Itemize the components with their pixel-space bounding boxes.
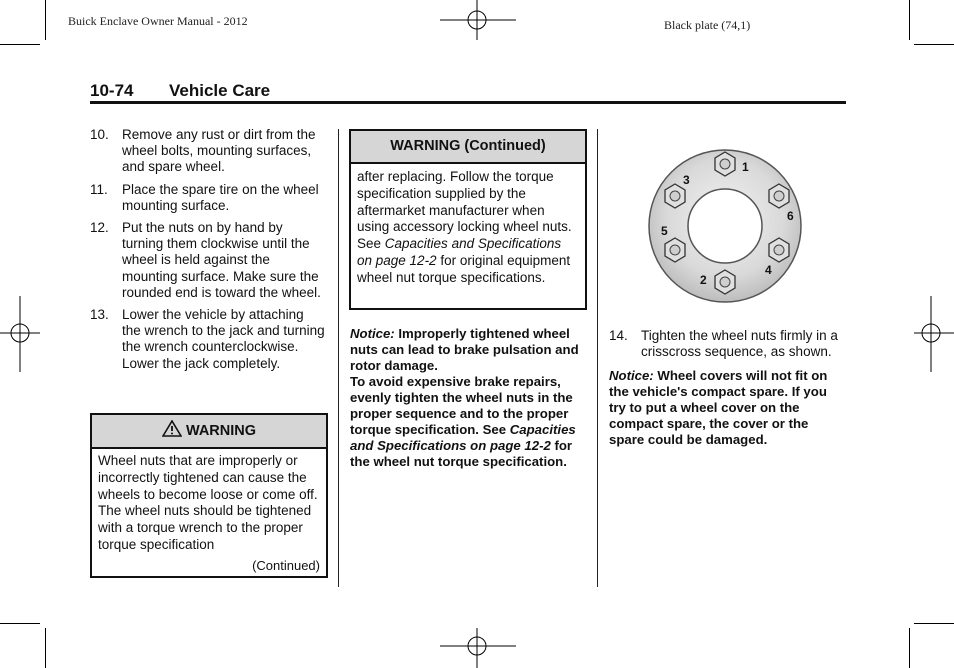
registration-mark-right [914, 296, 954, 372]
step-number: 12. [90, 220, 109, 236]
notice-brake-first [350, 326, 588, 374]
nut-2 [715, 270, 735, 294]
capacities-reference: Capacities and Specifications on page 12-2 [357, 236, 562, 268]
step-list [90, 127, 326, 372]
list-item [90, 307, 326, 372]
page-number: 10-74 [90, 81, 134, 100]
continued-note: (Continued) [252, 558, 320, 573]
warning-continued-box [349, 129, 587, 310]
nut-5 [665, 238, 685, 262]
column-1 [90, 127, 326, 378]
step-text: Put the nuts on by hand by turning them clockwise until the wheel is held against the mounting surface. Make sure the rounded end is toward the wheel. [122, 220, 321, 300]
notice-brake-second [350, 374, 588, 470]
step-text: Place the spare tire on the wheel mounting surface. [122, 181, 319, 213]
list-item [90, 220, 326, 301]
notice-label: Notice: [609, 368, 654, 384]
step-number: 13. [90, 307, 109, 323]
warning-triangle-icon [162, 420, 182, 437]
wheel-nut-sequence-diagram [636, 140, 816, 320]
step-text: Remove any rust or dirt from the wheel bolts, mounting surfaces, and spare wheel. [122, 127, 316, 175]
nut-label-2: 2 [700, 273, 707, 287]
section-title: Vehicle Care [169, 81, 271, 100]
step-list [609, 328, 843, 360]
column-divider-1 [338, 129, 339, 587]
heading-rule [90, 101, 846, 104]
warning-header [92, 415, 326, 449]
nut-6 [769, 184, 789, 208]
nut-label-5: 5 [661, 224, 668, 238]
registration-mark-left [0, 296, 40, 372]
warning-continued-text: after replacing. Follow the torque specification supplied by the aftermarket manufacturer when using accessory locking wheel nuts. See [357, 169, 572, 252]
warning-continued-text-end: for original equipment wheel nut torque specifications. [357, 252, 571, 285]
warning-continued-header: WARNING (Continued) [351, 131, 585, 164]
notice-label: Notice: [350, 326, 395, 341]
nut-label-6: 6 [787, 209, 794, 223]
step-text: Tighten the wheel nuts firmly in a crisscross sequence, as shown. [641, 328, 838, 360]
registration-mark-bottom [440, 628, 516, 668]
nut-1 [715, 152, 735, 176]
center-bore [688, 189, 762, 263]
step-number: 14. [609, 328, 628, 343]
list-item [90, 127, 326, 176]
list-item [609, 328, 843, 360]
nut-label-1: 1 [742, 160, 749, 174]
notice-brake [350, 326, 588, 470]
nut-label-4: 4 [765, 263, 772, 277]
nut-3 [665, 184, 685, 208]
warning-body: Wheel nuts that are improperly or incorrectly tightened can cause the wheels to become loose or come off. The wheel nuts should be tightened with a torque wrench to the proper torque specification [98, 453, 318, 552]
column-3-text [609, 328, 843, 448]
notice-text: for the wheel nut torque specification. [350, 438, 573, 469]
capacities-reference: Capacities and Specifications on page 12-2 [350, 422, 576, 453]
step-text: Lower the vehicle by attaching the wrench to the jack and turning the wrench counterclockwise. Lower the jack completely. [122, 307, 325, 371]
registration-mark-top [440, 0, 516, 40]
column-divider-2 [597, 129, 598, 587]
list-item [90, 182, 326, 214]
nut-label-3: 3 [683, 173, 690, 187]
notice-wheel-cover [609, 368, 843, 448]
step-number: 11. [90, 181, 108, 197]
warning-title: WARNING [185, 423, 257, 439]
step-number: 10. [90, 127, 109, 142]
notice-text: Wheel covers will not fit on the vehicle's compact spare. If you try to put a wheel cover on the compact spare, the cover or the spare could be damaged. [609, 368, 828, 448]
warning-continued-body [351, 164, 585, 287]
warning-box [90, 413, 328, 578]
notice-text: Improperly tightened wheel nuts can lead to brake pulsation and rotor damage. [350, 326, 579, 373]
manual-title: Buick Enclave Owner Manual - 2012 [68, 14, 248, 28]
notice-text: To avoid expensive brake repairs, evenly tighten the wheel nuts in the proper sequence and to the proper torque specification. See [350, 374, 573, 437]
plate-label: Black plate (74,1) [664, 18, 751, 32]
nut-4 [769, 238, 789, 262]
